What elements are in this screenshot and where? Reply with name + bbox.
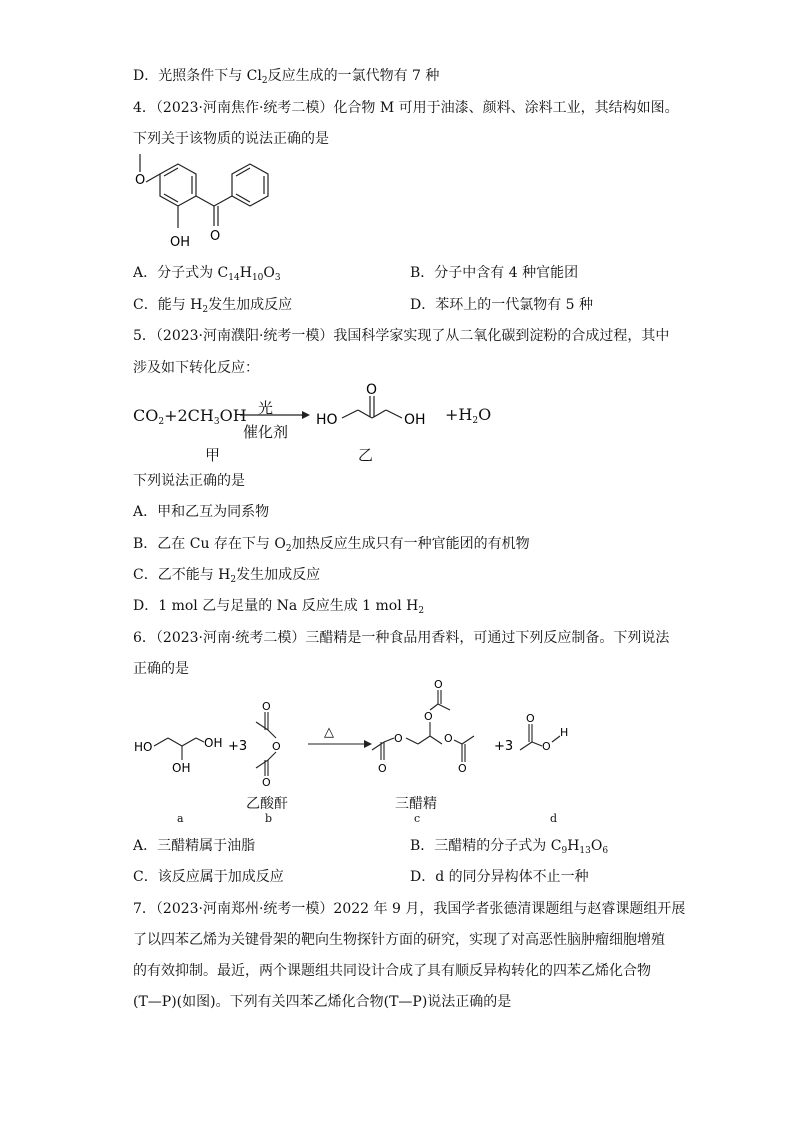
subscript: 9 (561, 846, 568, 856)
compound-m-oh-label: OH (170, 235, 191, 250)
text-fragment: D．1 mol 乙与足量的 Na 反应生成 1 mol H (133, 598, 419, 614)
q6-stem-line1: 6．（2023·河南·统考二模）三醋精是一种食品用香料，可通过下列反应制备。下列说法 (133, 630, 670, 646)
anhydride-o-bottom: O (262, 776, 271, 789)
q5-label-jia: 甲 (205, 446, 221, 464)
q6-tag-a: a (177, 812, 184, 825)
triacetin-o4: O (434, 680, 443, 691)
text-fragment: +2CH (164, 406, 214, 425)
q6-tag-b: b (265, 812, 273, 825)
text-fragment: H (567, 838, 580, 854)
q6-coefficient-b: +3 (228, 739, 248, 754)
subscript: 10 (251, 273, 264, 283)
q5-option-b (133, 534, 530, 554)
q7-stem-line2: 了以四苯乙烯为关键骨架的靶向生物探针方面的研究，实现了对高恶性脑肿瘤细胞增殖 (133, 932, 665, 948)
dha-o-label: O (366, 382, 378, 398)
q6-stem-line2: 正确的是 (133, 661, 189, 677)
q5-stem-line3: 下列说法正确的是 (133, 473, 245, 489)
text-fragment: OH (219, 406, 247, 425)
subscript: 14 (228, 273, 240, 283)
q3-option-d (133, 66, 439, 86)
dha-ho-label: HO (316, 412, 338, 428)
q6-name-b: 乙酸酐 (246, 796, 288, 812)
text-fragment: C．能与 H (133, 297, 203, 313)
text-fragment: O (590, 838, 603, 854)
subscript: 2 (158, 417, 165, 427)
text-fragment: CO (133, 406, 159, 425)
q4-option-c (133, 295, 292, 315)
text-fragment: 发生加成反应 (236, 567, 321, 583)
subscript: 3 (213, 417, 220, 427)
glycerol-ho-label: HO (134, 740, 153, 754)
subscript: 2 (285, 544, 292, 554)
q5-water (445, 405, 491, 424)
q6-option-d: D．d 的同分异构体不止一种 (410, 869, 589, 885)
subscript: 2 (472, 416, 479, 426)
acid-h-label: H (560, 726, 569, 739)
q5-condition-light: 光 (258, 399, 274, 417)
q6-reaction-scheme (128, 680, 588, 830)
text-fragment: O (263, 265, 275, 281)
text-fragment: 反应生成的一氯代物有 7 种 (267, 68, 440, 84)
q6-tag-c: c (414, 812, 421, 825)
subscript: 2 (261, 76, 268, 86)
q6-option-b (410, 836, 608, 856)
q6-coefficient-d: +3 (494, 739, 514, 754)
q6-option-c: C．该反应属于加成反应 (133, 869, 284, 885)
compound-m-structure (128, 148, 278, 258)
q7-stem-line3: 的有效抑制。最近，两个课题组共同设计合成了具有顺反异构转化的四苯乙烯化合物 (133, 963, 651, 979)
q4-option-d: D．苯环上的一代氯物有 5 种 (410, 297, 594, 313)
text-fragment: D．光照条件下与 Cl (133, 68, 262, 84)
q4-option-b: B．分子中含有 4 种官能团 (410, 265, 579, 281)
acid-o-top: O (526, 712, 535, 725)
text-fragment: B．乙在 Cu 存在下与 O (133, 536, 286, 552)
text-fragment: B．三醋精的分子式为 C (410, 838, 562, 854)
heat-symbol: △ (324, 725, 334, 740)
q6-tag-d: d (550, 812, 558, 825)
text-fragment: A．分子式为 C (133, 265, 229, 281)
text-fragment: C．乙不能与 H (133, 567, 231, 583)
triacetin-o5: O (444, 732, 453, 745)
triacetin-o6: O (458, 762, 467, 775)
triacetin-o1: O (378, 762, 387, 775)
text-fragment: 发生加成反应 (208, 297, 293, 313)
dihydroxyacetone-structure (314, 382, 434, 432)
compound-m-carbonyl-o-label: O (210, 229, 221, 244)
q5-option-a: A．甲和乙互为同系物 (133, 504, 270, 520)
text-fragment: 加热反应生成只有一种官能团的有机物 (291, 536, 530, 552)
subscript: 3 (274, 273, 281, 283)
text-fragment: +H (445, 405, 473, 424)
q4-stem-line2: 下列关于该物质的说法正确的是 (133, 131, 329, 147)
triacetin-o3: O (424, 710, 433, 723)
q6-option-a: A．三醋精属于油脂 (133, 838, 256, 854)
subscript: 2 (202, 305, 209, 315)
triacetin-o2: O (394, 732, 403, 745)
q6-name-c: 三醋精 (395, 796, 437, 812)
subscript: 13 (579, 846, 591, 856)
q5-stem-line2: 涉及如下转化反应： (133, 360, 259, 376)
q5-condition-catalyst: 催化剂 (243, 423, 289, 441)
acid-o-oh: O (542, 740, 551, 753)
q7-stem-line1: 7．（2023·河南郑州·统考一模）2022 年 9 月，我国学者张德清课题组与赵睿课题组开展 (133, 901, 686, 917)
anhydride-o-top: O (262, 700, 271, 713)
subscript: 2 (418, 606, 425, 616)
q4-option-a (133, 263, 281, 283)
glycerol-oh2-label: OH (172, 761, 191, 775)
q5-reaction-arrow (240, 410, 310, 420)
subscript: 2 (230, 575, 237, 585)
dha-oh-label: OH (404, 412, 426, 428)
text-fragment: O (478, 405, 492, 424)
compound-m-o-label: O (135, 173, 146, 188)
q5-reactant (133, 406, 247, 425)
subscript: 6 (602, 846, 609, 856)
q5-option-d (133, 596, 424, 616)
text-fragment: H (239, 265, 252, 281)
q5-label-yi: 乙 (358, 446, 374, 464)
glycerol-oh-label: OH (204, 736, 223, 750)
q5-stem-line1: 5．（2023·河南濮阳·统考一模）我国科学家实现了从二氧化碳到淀粉的合成过程，其中 (133, 328, 670, 344)
anhydride-o-bridge: O (272, 740, 281, 753)
q7-stem-line4: (T—P)(如图)。下列有关四苯乙烯化合物(T—P)说法正确的是 (133, 994, 512, 1010)
q4-stem-line1: 4．（2023·河南焦作·统考二模）化合物 M 可用于油漆、颜料、涂料工业，其结构如图。 (133, 100, 679, 116)
q5-option-c (133, 565, 320, 585)
